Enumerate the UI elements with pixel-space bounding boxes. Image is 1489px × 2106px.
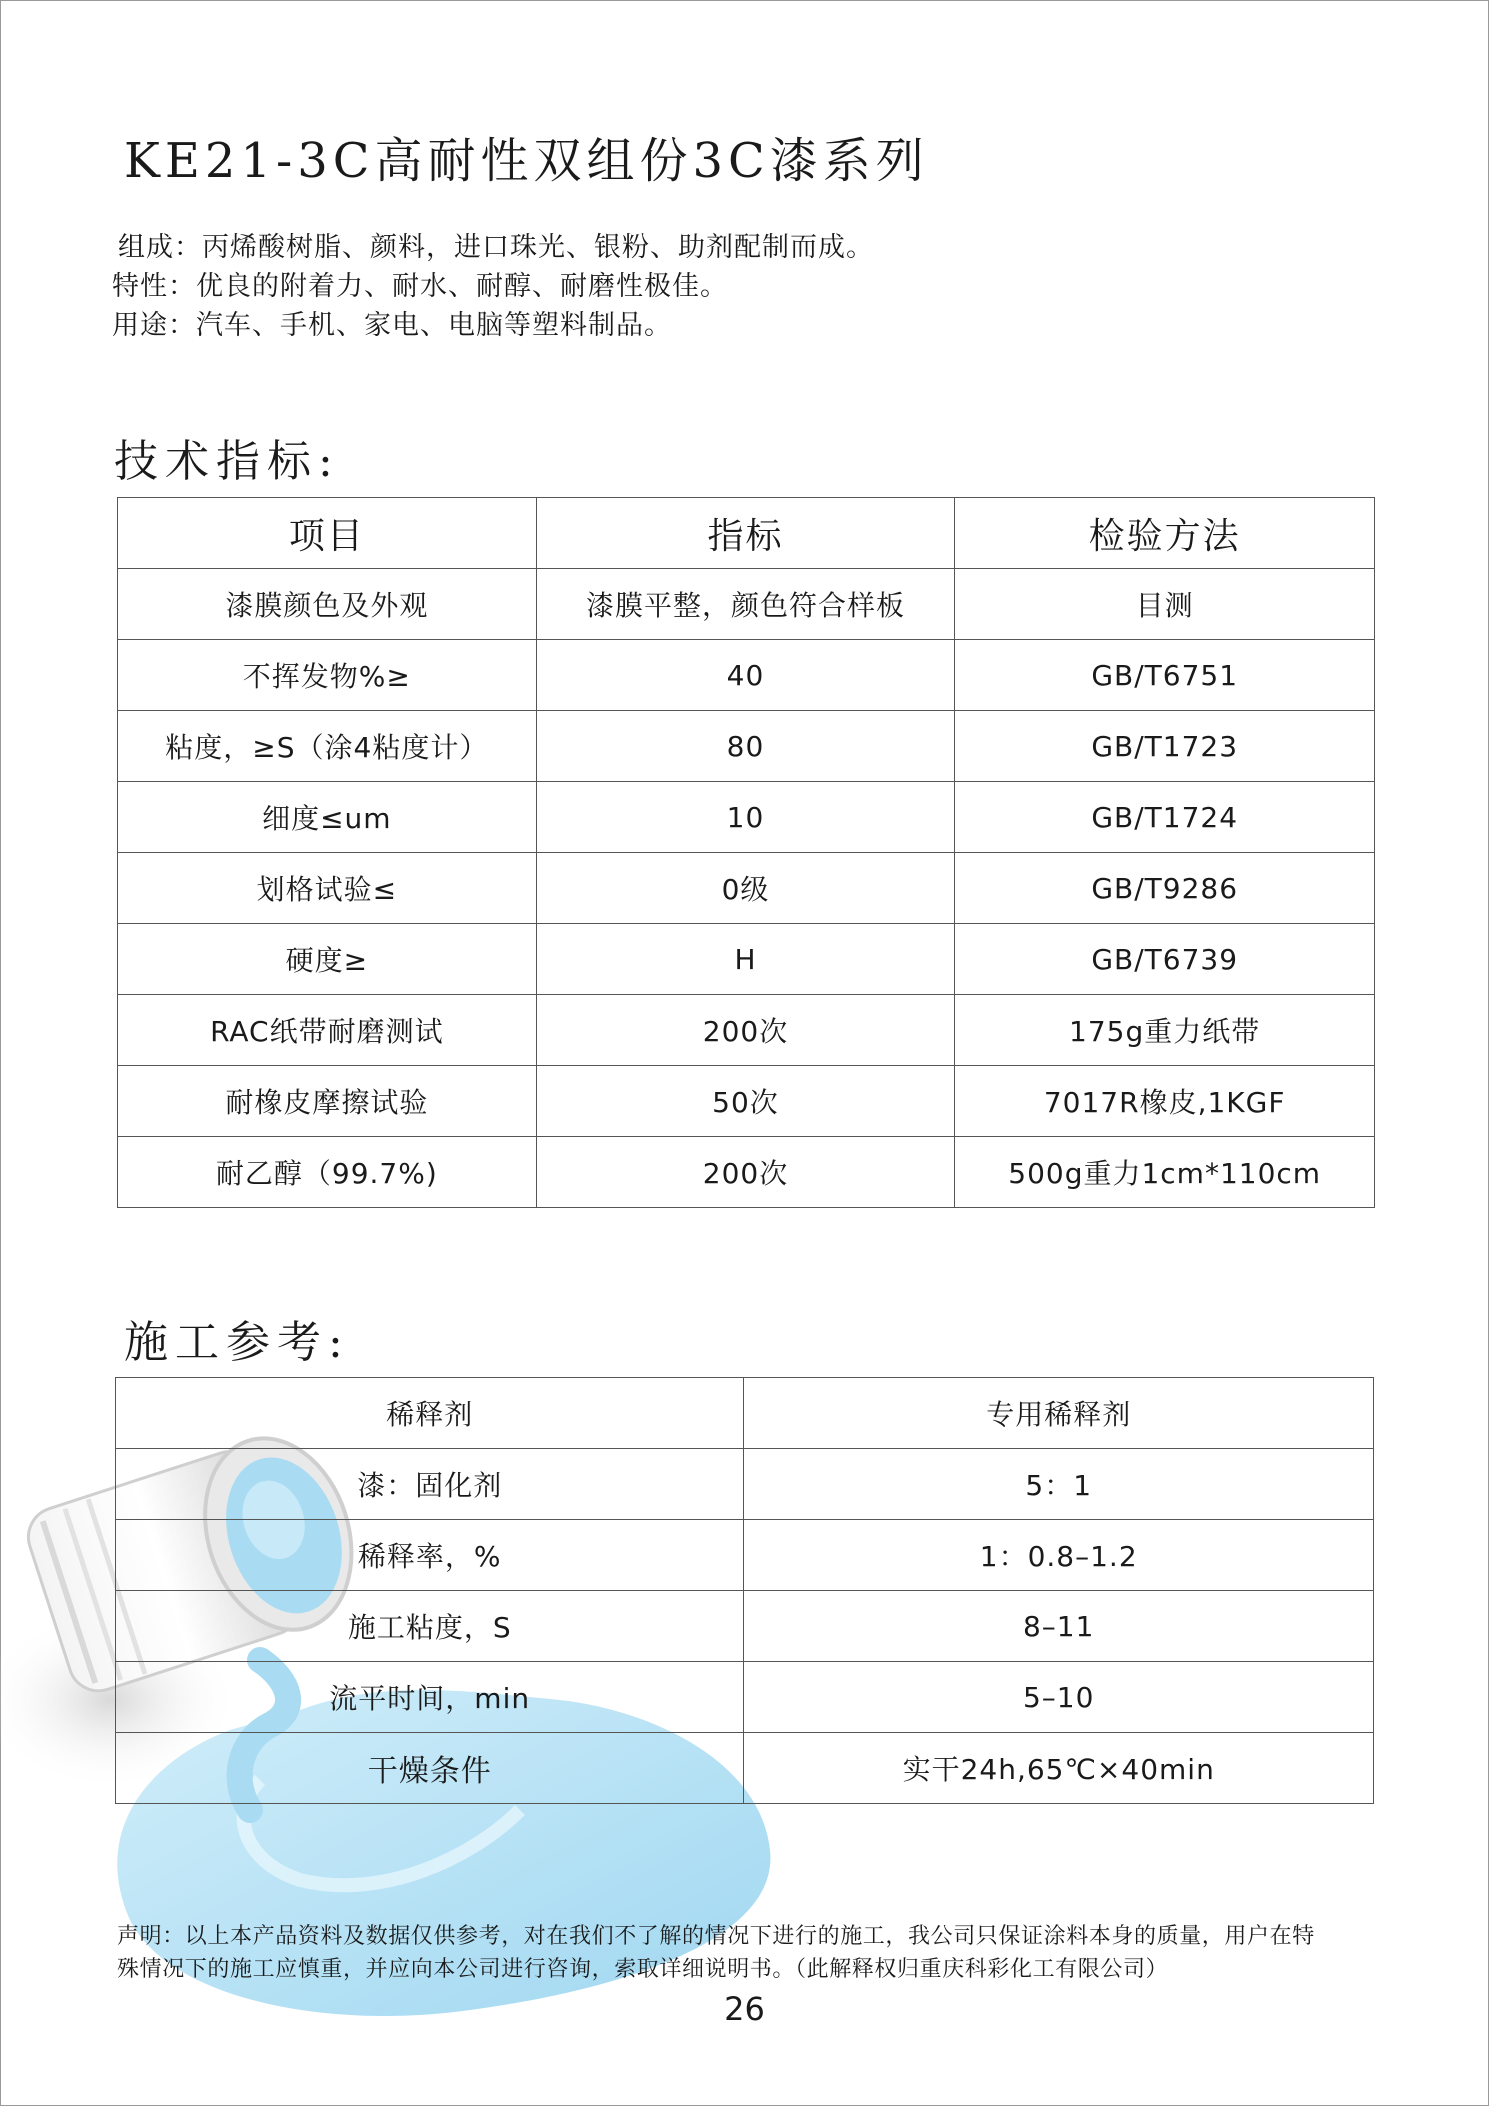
table-row (116, 1520, 1374, 1591)
spec-heading: 技术指标: (114, 436, 340, 487)
param-name: 流平时间，min (116, 1662, 744, 1733)
spec-value: 50次 (536, 1066, 955, 1137)
table-row (118, 995, 1375, 1066)
spec-value: 漆膜平整，颜色符合样板 (536, 569, 955, 640)
table-row (116, 1378, 1374, 1449)
header-indicator: 指标 (536, 498, 955, 569)
table-row (116, 1733, 1374, 1804)
table-row (118, 640, 1375, 711)
spec-method: 目测 (955, 569, 1375, 640)
spec-table (117, 497, 1375, 1208)
table-row (118, 1066, 1375, 1137)
spec-value: H (536, 924, 955, 995)
table-row (118, 1137, 1375, 1208)
param-name: 干燥条件 (116, 1733, 744, 1804)
param-value: 8–11 (744, 1591, 1374, 1662)
spec-method: GB/T1724 (955, 782, 1375, 853)
properties-line: 特性：优良的附着力、耐水、耐醇、耐磨性极佳。 (112, 271, 728, 302)
spec-item: 耐橡皮摩擦试验 (118, 1066, 537, 1137)
application-table (115, 1377, 1374, 1804)
intro-block (112, 228, 874, 345)
table-row (116, 1591, 1374, 1662)
table-row (118, 569, 1375, 640)
table-row (118, 711, 1375, 782)
spec-method: GB/T6751 (955, 640, 1375, 711)
param-value: 5–10 (744, 1662, 1374, 1733)
table-row (118, 924, 1375, 995)
spec-value: 200次 (536, 995, 955, 1066)
composition-line: 组成：丙烯酸树脂、颜料，进口珠光、银粉、助剂配制而成。 (118, 232, 874, 263)
param-value: 1：0.8–1.2 (744, 1520, 1374, 1591)
spec-method: 7017R橡皮,1KGF (955, 1066, 1375, 1137)
param-name: 稀释率，% (116, 1520, 744, 1591)
spec-item: 硬度≥ (118, 924, 537, 995)
spec-value: 10 (536, 782, 955, 853)
usage-line: 用途：汽车、手机、家电、电脑等塑料制品。 (112, 310, 672, 341)
param-value: 实干24h,65℃×40min (744, 1733, 1374, 1804)
spec-item: 粘度，≥S（涂4粘度计） (118, 711, 537, 782)
spec-item: 细度≤um (118, 782, 537, 853)
spec-value: 80 (536, 711, 955, 782)
spec-item: 划格试验≤ (118, 853, 537, 924)
page-title: KE21-3C高耐性双组份3C漆系列 (124, 133, 929, 189)
param-name: 施工粘度，S (116, 1591, 744, 1662)
param-name: 漆：固化剂 (116, 1449, 744, 1520)
header-item: 项目 (118, 498, 537, 569)
table-row (118, 782, 1375, 853)
spec-item: RAC纸带耐磨测试 (118, 995, 537, 1066)
param-value: 专用稀释剂 (744, 1378, 1374, 1449)
spec-method: GB/T6739 (955, 924, 1375, 995)
spec-method: GB/T1723 (955, 711, 1375, 782)
spec-item: 耐乙醇（99.7%) (118, 1137, 537, 1208)
spec-value: 200次 (536, 1137, 955, 1208)
param-name: 稀释剂 (116, 1378, 744, 1449)
spec-method: GB/T9286 (955, 853, 1375, 924)
page-number: 26 (724, 1990, 765, 2028)
table-row (116, 1662, 1374, 1733)
param-value: 5：1 (744, 1449, 1374, 1520)
spec-value: 40 (536, 640, 955, 711)
table-row (118, 853, 1375, 924)
spec-item: 漆膜颜色及外观 (118, 569, 537, 640)
disclaimer-line-1: 声明：以上本产品资料及数据仅供参考，对在我们不了解的情况下进行的施工，我公司只保证涂料本身的质量，用户在特 (117, 1924, 1315, 1949)
spec-value: 0级 (536, 853, 955, 924)
spec-item: 不挥发物%≥ (118, 640, 537, 711)
table-row (116, 1449, 1374, 1520)
header-method: 检验方法 (955, 498, 1375, 569)
application-heading: 施工参考: (124, 1317, 350, 1368)
disclaimer-line-2: 殊情况下的施工应慎重，并应向本公司进行咨询，索取详细说明书。（此解释权归重庆科彩化工有限公司） (117, 1957, 1169, 1982)
spec-header-row (118, 498, 1375, 569)
disclaimer (117, 1920, 1379, 1986)
spec-method: 175g重力纸带 (955, 995, 1375, 1066)
spec-method: 500g重力1cm*110cm (955, 1137, 1375, 1208)
